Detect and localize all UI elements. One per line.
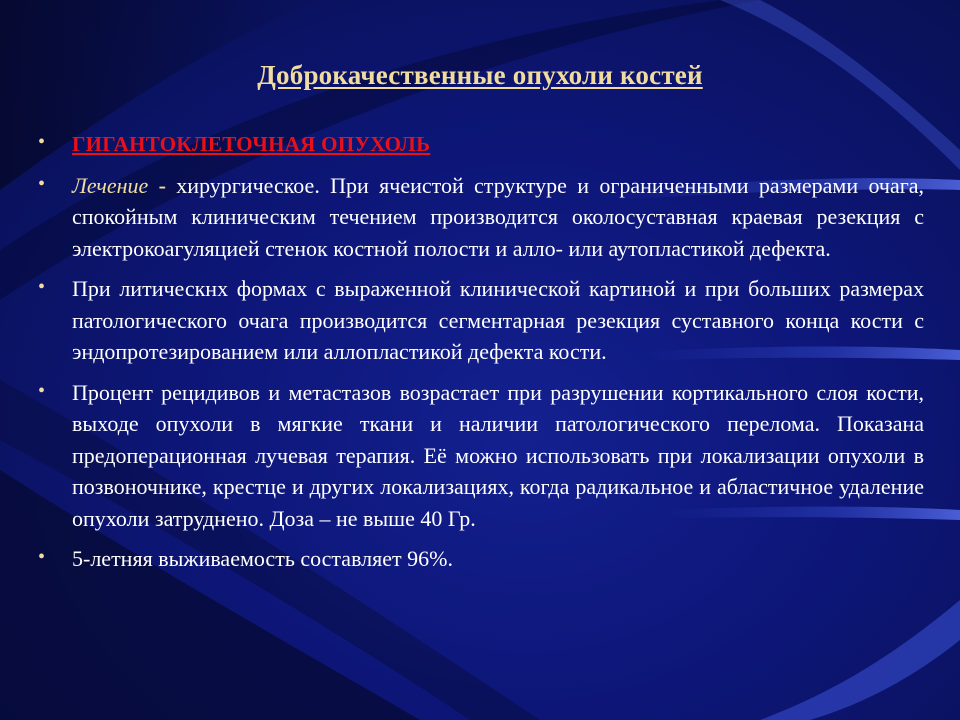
term-dash: - [158,172,166,198]
bullet-text: хирургическое. При ячеистой структуре и ограниченными размерами очага, спокойным клиническим течением производится околосуставная краевая резекция с электрокоагуляцией стенок костной полости и алло- или аутопластикой дефекта. [72,172,924,261]
bullet-icon: • [38,131,46,153]
bullet-item-recurrence [38,377,924,535]
bullet-icon: • [38,276,46,298]
bullet-text: 5-летняя выживаемость составляет 96%. [72,546,453,571]
treatment-term: Лечение [72,172,149,198]
bullet-icon: • [38,546,46,568]
bullet-text: Процент рецидивов и метастазов возрастает при разрушении кортикального слоя кости, выходе опухоли в мягкие ткани и наличии патологического перелома. Показана предоперационная лучевая терапия. Её можно использовать при локализации опухоли в позвоночнике, крестце и других локализациях, когда радикальное и абластичное удаление опухоли затруднено. Доза – не выше 40 Гр. [72,379,924,531]
slide-title: Доброкачественные опухоли костей [257,60,703,90]
bullet-icon: • [38,172,46,195]
bullet-item-lytic-forms [38,273,924,368]
bullet-icon: • [38,379,46,402]
bullet-item-treatment [38,170,924,265]
bullet-item-heading [38,128,924,161]
bullet-item-survival [38,543,924,575]
bullet-text: При литическнх формах с выраженной клинической картиной и при больших размерах патологического очага производится сегментарная резекция суставного конца кости с эндопротезированием или аллопластикой дефекта кости. [72,276,924,364]
light-streak-5 [760,600,960,720]
bullet-list [38,128,924,575]
section-heading: ГИГАНТОКЛЕТОЧНАЯ ОПУХОЛЬ [72,132,431,156]
